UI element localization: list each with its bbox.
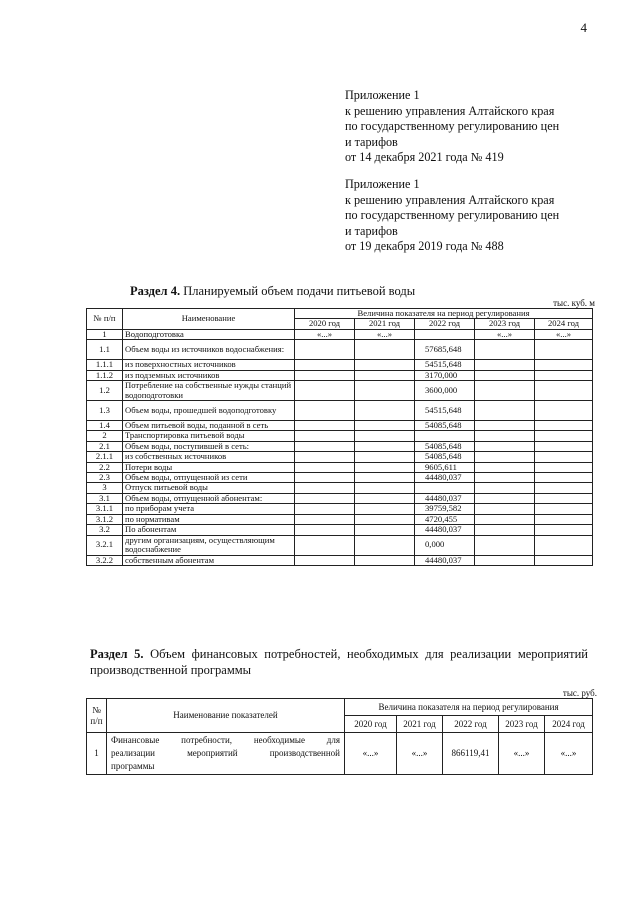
table-row bbox=[87, 452, 593, 462]
row-num: 1.1.2 bbox=[87, 370, 123, 380]
row-name: Объем воды, отпущенной из сети bbox=[123, 473, 295, 483]
row-value bbox=[295, 360, 355, 370]
row-value bbox=[295, 381, 355, 401]
row-value bbox=[295, 441, 355, 451]
row-value: 9605,611 bbox=[415, 462, 475, 472]
row-value bbox=[295, 535, 355, 555]
appendix-line: Приложение 1 bbox=[345, 177, 420, 191]
table-row bbox=[87, 462, 593, 472]
header-name: Наименование bbox=[123, 309, 295, 330]
row-value: 0,000 bbox=[415, 535, 475, 555]
appendix-date-line: от 14 декабря 2021 года № 419 bbox=[345, 150, 504, 164]
row-value bbox=[295, 525, 355, 535]
row-num: 2.3 bbox=[87, 473, 123, 483]
row-value bbox=[295, 493, 355, 503]
row-name: по приборам учета bbox=[123, 504, 295, 514]
table-row bbox=[87, 401, 593, 421]
row-value bbox=[355, 441, 415, 451]
row-num: 3.1.1 bbox=[87, 504, 123, 514]
row-value bbox=[355, 555, 415, 565]
header-year: 2020 год bbox=[295, 319, 355, 329]
row-value bbox=[475, 462, 535, 472]
row-value bbox=[355, 381, 415, 401]
row-name: Объем воды, отпущенной абонентам: bbox=[123, 493, 295, 503]
row-value bbox=[535, 441, 593, 451]
row-name: Объем воды из источников водоснабжения: bbox=[123, 340, 295, 360]
row-value: «...» bbox=[535, 329, 593, 339]
row-value: «...» bbox=[397, 733, 443, 775]
appendix-date-line: от 19 декабря 2019 года № 488 bbox=[345, 239, 504, 253]
row-value bbox=[355, 340, 415, 360]
header-num: № п/п bbox=[87, 699, 107, 733]
table-row bbox=[87, 514, 593, 524]
row-value bbox=[355, 431, 415, 441]
row-value bbox=[475, 431, 535, 441]
section4-units: тыс. куб. м bbox=[553, 298, 595, 308]
row-value bbox=[415, 329, 475, 339]
row-num: 3.1 bbox=[87, 493, 123, 503]
table-row bbox=[87, 525, 593, 535]
row-num: 1 bbox=[87, 329, 123, 339]
row-value bbox=[475, 421, 535, 431]
row-value bbox=[535, 401, 593, 421]
row-value: 44480,037 bbox=[415, 555, 475, 565]
row-value bbox=[535, 473, 593, 483]
row-name: другим организациям, осуществляющим водоснабжение bbox=[123, 535, 295, 555]
row-name: из собственных источников bbox=[123, 452, 295, 462]
row-name: Объем воды, прошедшей водоподготовку bbox=[123, 401, 295, 421]
row-value bbox=[475, 514, 535, 524]
table-row bbox=[87, 360, 593, 370]
appendix-current-block bbox=[345, 88, 559, 166]
section5-label: Раздел 5. bbox=[90, 647, 144, 661]
row-value bbox=[295, 452, 355, 462]
row-value bbox=[355, 493, 415, 503]
row-value bbox=[475, 360, 535, 370]
row-value bbox=[355, 473, 415, 483]
section5-title: Объем финансовых потребностей, необходимых для реализации мероприятий производственной программы bbox=[90, 647, 588, 677]
row-name-line: Финансовые потребности, необходимые для bbox=[111, 735, 340, 745]
row-value bbox=[355, 535, 415, 555]
page-number: 4 bbox=[580, 20, 587, 35]
table-row bbox=[87, 441, 593, 451]
row-value bbox=[355, 525, 415, 535]
table-row bbox=[87, 733, 593, 775]
row-value bbox=[295, 431, 355, 441]
row-value bbox=[355, 421, 415, 431]
row-value bbox=[535, 370, 593, 380]
row-num: 2.2 bbox=[87, 462, 123, 472]
row-name: из подземных источников bbox=[123, 370, 295, 380]
header-period: Величина показателя на период регулирования bbox=[345, 699, 593, 716]
row-name: из поверхностных источников bbox=[123, 360, 295, 370]
table-row bbox=[87, 555, 593, 565]
header-year: 2024 год bbox=[535, 319, 593, 329]
row-value bbox=[475, 504, 535, 514]
row-value: 54085,648 bbox=[415, 441, 475, 451]
row-value bbox=[475, 473, 535, 483]
row-value bbox=[475, 452, 535, 462]
row-value bbox=[475, 525, 535, 535]
row-name: по нормативам bbox=[123, 514, 295, 524]
header-year: 2021 год bbox=[355, 319, 415, 329]
row-value bbox=[535, 452, 593, 462]
section4-table bbox=[86, 308, 593, 566]
row-name: собственным абонентам bbox=[123, 555, 295, 565]
row-value bbox=[355, 370, 415, 380]
row-num: 3.2 bbox=[87, 525, 123, 535]
section4-heading bbox=[130, 284, 415, 299]
row-name bbox=[107, 733, 345, 775]
appendix-line: к решению управления Алтайского края bbox=[345, 192, 555, 207]
row-value: «...» bbox=[545, 733, 593, 775]
row-num: 2.1 bbox=[87, 441, 123, 451]
row-value: «...» bbox=[475, 329, 535, 339]
row-value bbox=[535, 421, 593, 431]
row-name: Потери воды bbox=[123, 462, 295, 472]
appendix-line: и тарифов bbox=[345, 223, 398, 238]
row-value bbox=[535, 525, 593, 535]
row-value bbox=[355, 514, 415, 524]
row-value bbox=[535, 493, 593, 503]
row-value: 3170,000 bbox=[415, 370, 475, 380]
row-value bbox=[475, 555, 535, 565]
row-num: 3 bbox=[87, 483, 123, 493]
row-num: 1.1.1 bbox=[87, 360, 123, 370]
table-row bbox=[87, 370, 593, 380]
appendix-line: Приложение 1 bbox=[345, 88, 420, 102]
header-year: 2024 год bbox=[545, 716, 593, 733]
row-num: 1 bbox=[87, 733, 107, 775]
header-year: 2020 год bbox=[345, 716, 397, 733]
appendix-line: к решению управления Алтайского края bbox=[345, 103, 555, 118]
section5-table bbox=[86, 698, 593, 775]
table-row bbox=[87, 340, 593, 360]
header-period: Величина показателя на период регулирования bbox=[295, 309, 593, 319]
row-value bbox=[535, 504, 593, 514]
row-value: 44480,037 bbox=[415, 525, 475, 535]
row-value: 54085,648 bbox=[415, 421, 475, 431]
table-row bbox=[87, 381, 593, 401]
row-name: Водоподготовка bbox=[123, 329, 295, 339]
row-value bbox=[295, 555, 355, 565]
row-value bbox=[475, 535, 535, 555]
row-value bbox=[295, 340, 355, 360]
row-value: «...» bbox=[345, 733, 397, 775]
row-value bbox=[355, 483, 415, 493]
row-value bbox=[475, 401, 535, 421]
row-value bbox=[295, 483, 355, 493]
table-row bbox=[87, 483, 593, 493]
row-value bbox=[475, 483, 535, 493]
table-row bbox=[87, 493, 593, 503]
row-num: 1.1 bbox=[87, 340, 123, 360]
row-num: 1.2 bbox=[87, 381, 123, 401]
section5-units: тыс. руб. bbox=[562, 688, 597, 698]
header-year: 2022 год bbox=[443, 716, 499, 733]
row-name: Потребление на собственные нужды станций водоподготовки bbox=[123, 381, 295, 401]
row-value bbox=[535, 431, 593, 441]
table-row bbox=[87, 473, 593, 483]
row-value: 54085,648 bbox=[415, 452, 475, 462]
row-num: 2.1.1 bbox=[87, 452, 123, 462]
row-value: 3600,000 bbox=[415, 381, 475, 401]
row-value bbox=[535, 535, 593, 555]
row-name: Объем воды, поступившей в сеть: bbox=[123, 441, 295, 451]
table-row bbox=[87, 421, 593, 431]
table-row bbox=[87, 504, 593, 514]
row-value: «...» bbox=[295, 329, 355, 339]
row-value: «...» bbox=[499, 733, 545, 775]
row-num: 3.2.2 bbox=[87, 555, 123, 565]
header-year: 2022 год bbox=[415, 319, 475, 329]
table-row bbox=[87, 329, 593, 339]
row-value bbox=[535, 462, 593, 472]
row-value: 866119,41 bbox=[443, 733, 499, 775]
row-value bbox=[295, 421, 355, 431]
row-value bbox=[295, 514, 355, 524]
row-value: 57685,648 bbox=[415, 340, 475, 360]
row-value: 44480,037 bbox=[415, 493, 475, 503]
row-num: 3.2.1 bbox=[87, 535, 123, 555]
section4-title: Планируемый объем подачи питьевой воды bbox=[183, 284, 416, 298]
row-value bbox=[415, 431, 475, 441]
row-name-line: программы bbox=[111, 761, 155, 771]
row-value bbox=[535, 483, 593, 493]
row-value bbox=[355, 462, 415, 472]
row-value: 39759,582 bbox=[415, 504, 475, 514]
row-num: 2 bbox=[87, 431, 123, 441]
row-value bbox=[295, 473, 355, 483]
table-row bbox=[87, 535, 593, 555]
header-year: 2023 год bbox=[475, 319, 535, 329]
row-name: Транспортировка питьевой воды bbox=[123, 431, 295, 441]
row-value: 44480,037 bbox=[415, 473, 475, 483]
row-name: Объем питьевой воды, поданной в сеть bbox=[123, 421, 295, 431]
row-num: 1.3 bbox=[87, 401, 123, 421]
row-value bbox=[475, 493, 535, 503]
row-name: По абонентам bbox=[123, 525, 295, 535]
row-value bbox=[295, 504, 355, 514]
row-value bbox=[295, 462, 355, 472]
appendix-line: по государственному регулированию цен bbox=[345, 119, 560, 133]
row-value bbox=[355, 401, 415, 421]
section5-heading bbox=[90, 646, 588, 678]
row-value bbox=[295, 401, 355, 421]
header-num: № п/п bbox=[87, 309, 123, 330]
header-year: 2023 год bbox=[499, 716, 545, 733]
row-value bbox=[355, 360, 415, 370]
row-value bbox=[535, 555, 593, 565]
row-value: 54515,648 bbox=[415, 401, 475, 421]
appendix-line: по государственному регулированию цен bbox=[345, 208, 560, 222]
row-value bbox=[355, 504, 415, 514]
row-num: 3.1.2 bbox=[87, 514, 123, 524]
row-value bbox=[475, 370, 535, 380]
row-name-line: реализации мероприятий производственной bbox=[111, 748, 340, 758]
row-value bbox=[415, 483, 475, 493]
header-year: 2021 год bbox=[397, 716, 443, 733]
row-value bbox=[295, 370, 355, 380]
row-value bbox=[535, 360, 593, 370]
section4-label: Раздел 4. bbox=[130, 284, 181, 298]
row-name: Отпуск питьевой воды bbox=[123, 483, 295, 493]
row-value bbox=[535, 340, 593, 360]
row-value: 4720,455 bbox=[415, 514, 475, 524]
appendix-line: и тарифов bbox=[345, 134, 398, 149]
row-num: 1.4 bbox=[87, 421, 123, 431]
row-value bbox=[475, 381, 535, 401]
row-value bbox=[475, 441, 535, 451]
header-name: Наименование показателей bbox=[107, 699, 345, 733]
row-value bbox=[535, 381, 593, 401]
row-value bbox=[475, 340, 535, 360]
appendix-original-block bbox=[345, 177, 559, 255]
row-value bbox=[355, 452, 415, 462]
row-value: 54515,648 bbox=[415, 360, 475, 370]
row-value bbox=[535, 514, 593, 524]
row-value: «...» bbox=[355, 329, 415, 339]
section4-table-body bbox=[87, 329, 593, 565]
table-row bbox=[87, 431, 593, 441]
